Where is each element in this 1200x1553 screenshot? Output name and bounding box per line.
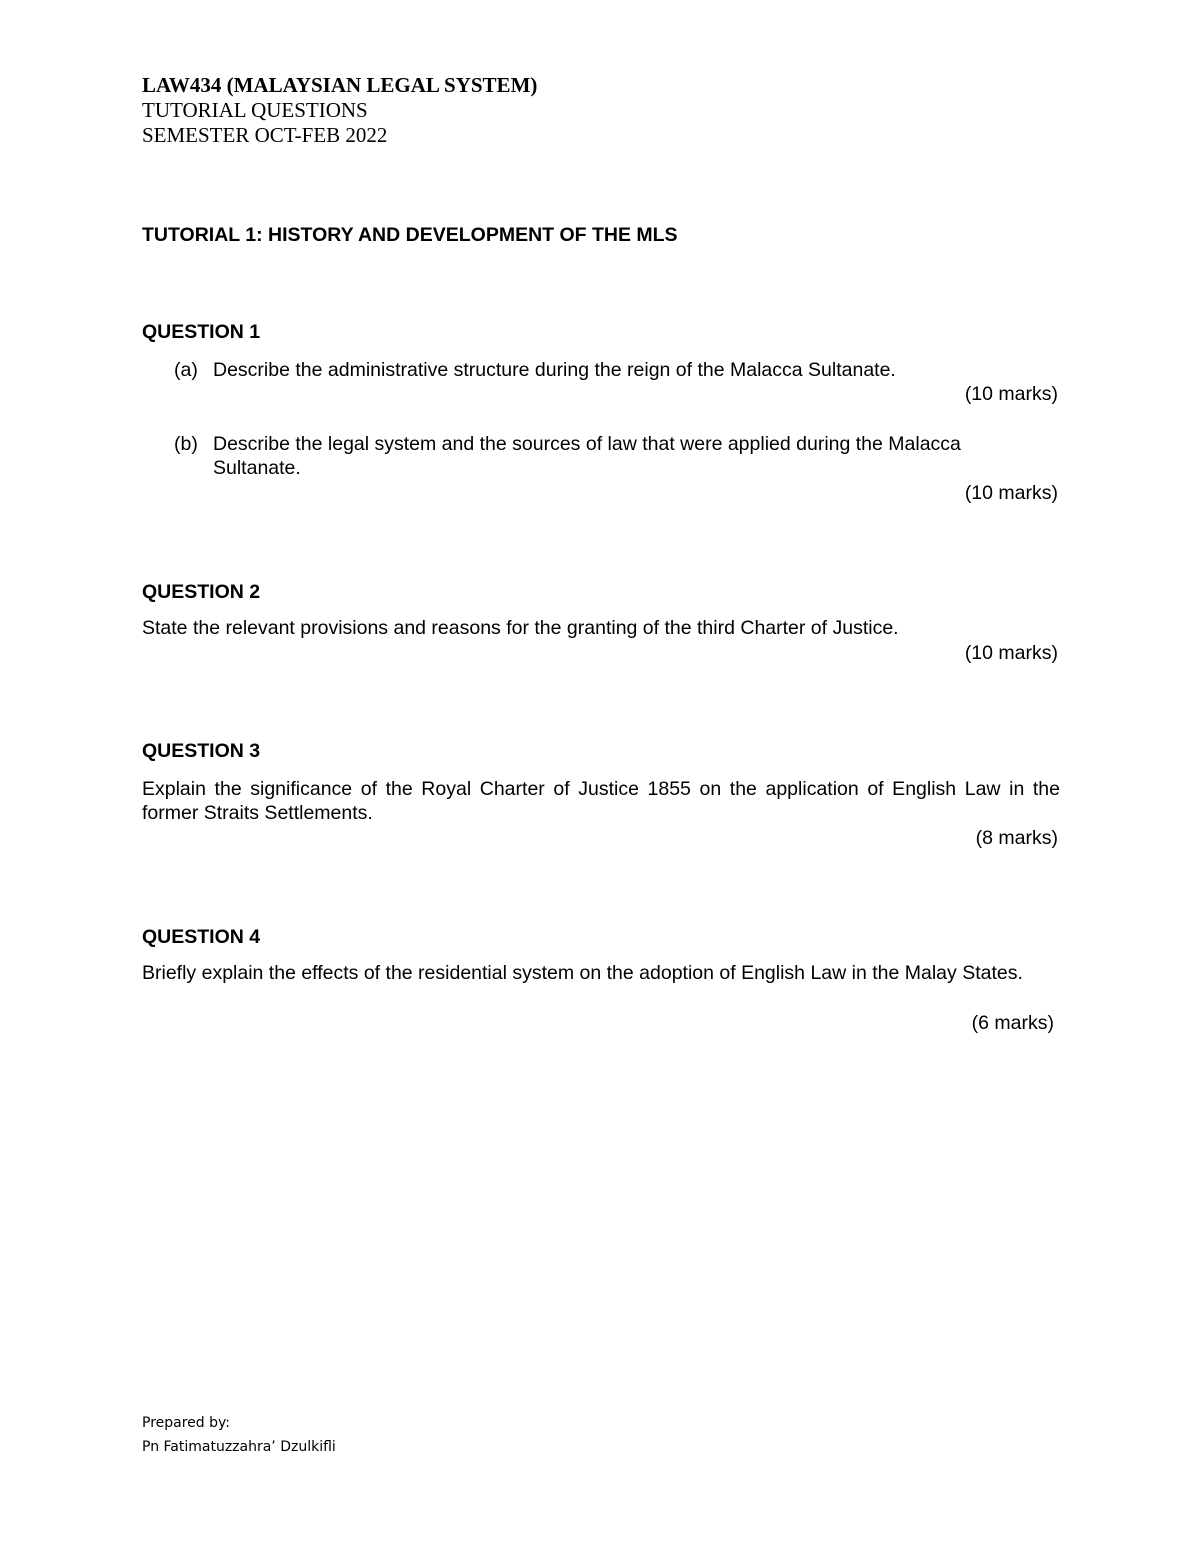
- question-1b-label: (b): [174, 433, 198, 455]
- semester-line: SEMESTER OCT-FEB 2022: [142, 123, 388, 147]
- question-2-marks: (10 marks): [964, 642, 1058, 664]
- prepared-by-label: Prepared by:: [142, 1415, 230, 1431]
- question-1b-text: Describe the legal system and the sources of law that were applied during the Malacca Sultanate.: [213, 433, 961, 479]
- question-1-heading: QUESTION 1: [142, 321, 261, 343]
- question-4-marks: (6 marks): [971, 1012, 1054, 1034]
- question-2-text: State the relevant provisions and reasons for the granting of the third Charter of Justice.: [142, 617, 899, 639]
- question-2-heading: QUESTION 2: [142, 581, 261, 603]
- question-1a-marks: (10 marks): [964, 383, 1058, 405]
- tutorial-heading: TUTORIAL 1: HISTORY AND DEVELOPMENT OF THE MLS: [142, 224, 678, 246]
- author-name: Pn Fatimatuzzahra’ Dzulkifli: [142, 1439, 336, 1455]
- question-1a-label: (a): [174, 359, 198, 381]
- question-1a-text: Describe the administrative structure during the reign of the Malacca Sultanate.: [213, 359, 896, 381]
- course-title: LAW434 (MALAYSIAN LEGAL SYSTEM): [142, 73, 538, 97]
- document-subtitle: TUTORIAL QUESTIONS: [142, 98, 368, 122]
- question-3-marks: (8 marks): [975, 827, 1058, 849]
- question-3-text: Explain the significance of the Royal Charter of Justice 1855 on the application of English Law in the former Straits Settlements.: [142, 778, 1060, 824]
- question-4-text: Briefly explain the effects of the residential system on the adoption of English Law in the Malay States.: [142, 962, 1023, 984]
- question-4-heading: QUESTION 4: [142, 926, 261, 948]
- question-3-heading: QUESTION 3: [142, 740, 261, 762]
- question-1b-marks: (10 marks): [964, 482, 1058, 504]
